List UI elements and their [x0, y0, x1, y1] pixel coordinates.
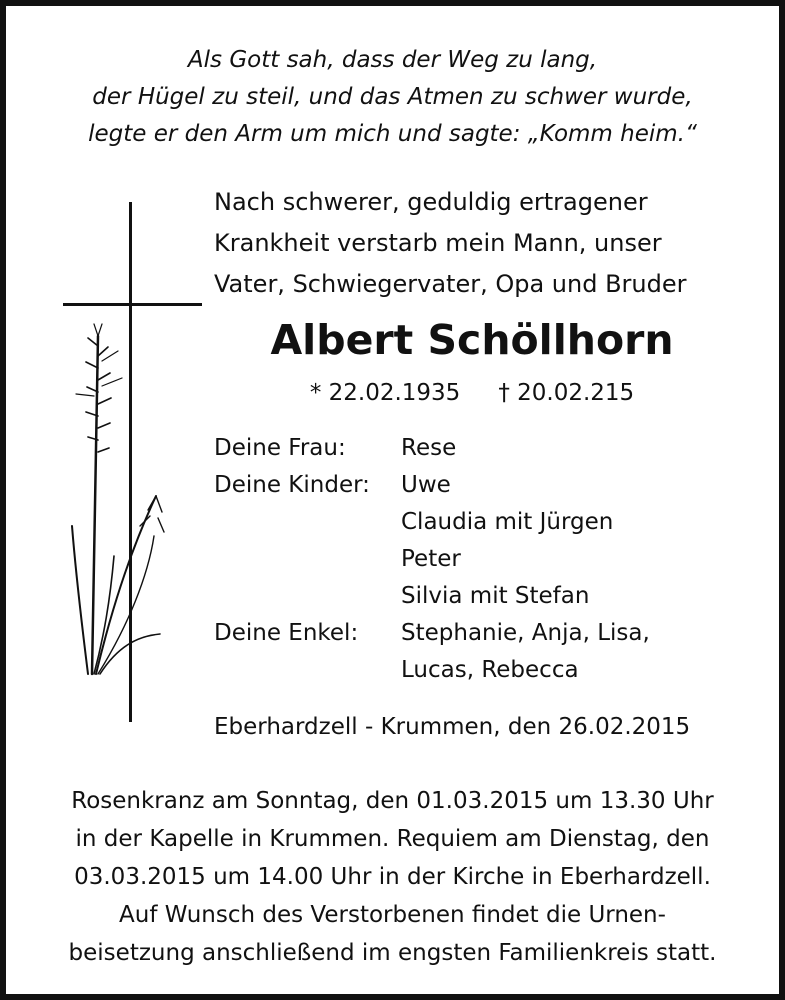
service-info — [6, 782, 779, 972]
service-line: 03.03.2015 um 14.00 Uhr in der Kirche in Eberhardzell. — [74, 864, 711, 890]
death-date: † 20.02.215 — [498, 380, 635, 406]
place-and-date: Eberhardzell - Krummen, den 26.02.2015 — [214, 714, 691, 740]
cross-with-grass-icon — [58, 196, 208, 726]
family-value: Peter — [401, 546, 461, 572]
family-row — [214, 504, 754, 541]
poem-line: legte er den Arm um mich und sagte: „Komm heim.“ — [88, 121, 697, 147]
birth-date: * 22.02.1935 — [309, 380, 461, 406]
family-label — [214, 578, 401, 615]
service-line: in der Kapelle in Krummen. Requiem am Dienstag, den — [75, 826, 710, 852]
family-row — [214, 430, 754, 467]
service-line: Rosenkranz am Sonntag, den 01.03.2015 um 13.30 Uhr — [71, 788, 714, 814]
family-value: Claudia mit Jürgen — [401, 509, 614, 535]
intro-line: Nach schwerer, geduldig ertragener — [214, 188, 648, 216]
family-row — [214, 652, 754, 689]
intro-line: Krankheit verstarb mein Mann, unser — [214, 229, 662, 257]
family-label: Deine Kinder: — [214, 472, 370, 498]
family-row — [214, 578, 754, 615]
family-label: Deine Enkel: — [214, 620, 359, 646]
intro-line: Vater, Schwiegervater, Opa und Bruder — [214, 270, 687, 298]
family-label — [214, 652, 401, 689]
family-label — [214, 504, 401, 541]
family-value: Stephanie, Anja, Lisa, — [401, 620, 650, 646]
service-line: Auf Wunsch des Verstorbenen findet die Urnen- — [119, 902, 666, 928]
poem-line: Als Gott sah, dass der Weg zu lang, — [187, 47, 598, 73]
grass-icon — [72, 324, 164, 674]
family-label — [214, 541, 401, 578]
family-label: Deine Frau: — [214, 435, 346, 461]
family-value: Uwe — [401, 472, 451, 498]
intro-text — [214, 182, 754, 305]
family-value: Lucas, Rebecca — [401, 657, 579, 683]
poem — [6, 42, 779, 153]
family-row — [214, 541, 754, 578]
service-line: beisetzung anschließend im engsten Familienkreis statt. — [68, 940, 717, 966]
family-row — [214, 615, 754, 652]
family-row — [214, 467, 754, 504]
family-list — [214, 430, 754, 689]
family-value: Rese — [401, 435, 457, 461]
poem-line: der Hügel zu steil, und das Atmen zu schwer wurde, — [92, 84, 693, 110]
family-value: Silvia mit Stefan — [401, 583, 590, 609]
life-dates — [212, 374, 732, 412]
deceased-name: Albert Schöllhorn — [270, 316, 674, 364]
